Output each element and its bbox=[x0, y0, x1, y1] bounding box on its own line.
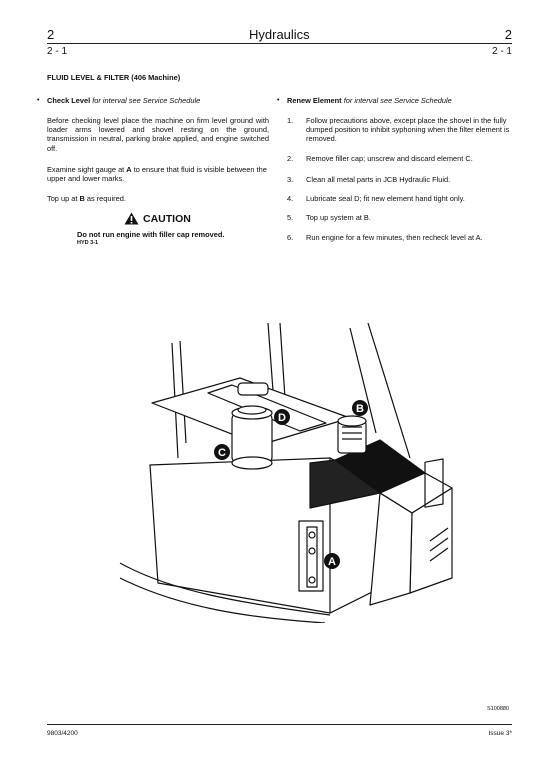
step-text: Remove filler cap; unscrew and discard element C. bbox=[306, 154, 473, 163]
step-text: Clean all metal parts in JCB Hydraulic Fluid. bbox=[306, 175, 451, 184]
caution-text: Do not run engine with filler cap removed. bbox=[77, 230, 225, 239]
para3-text-start: Top up at bbox=[47, 194, 80, 203]
para3-text-end: as required. bbox=[84, 194, 126, 203]
para2-ref-a: A bbox=[126, 165, 132, 174]
step-number: 6. bbox=[287, 233, 294, 242]
check-level-heading: Check Level bbox=[47, 96, 91, 105]
check-level-interval: for interval see Service Schedule bbox=[92, 96, 201, 105]
callout-a: A bbox=[328, 556, 336, 568]
callout-d: D bbox=[278, 412, 286, 424]
step-text: Top up system at B. bbox=[306, 213, 371, 222]
issue-label: Issue 3* bbox=[488, 730, 512, 737]
chapter-number-left: 2 bbox=[47, 27, 55, 42]
para2-text-start: Examine sight gauge at bbox=[47, 165, 127, 174]
warning-triangle-icon bbox=[124, 212, 139, 225]
step-number: 5. bbox=[287, 213, 294, 222]
caution-ref: HYD 3-1 bbox=[77, 240, 99, 246]
caution-label: CAUTION bbox=[143, 212, 191, 225]
section-title: Hydraulics bbox=[249, 27, 310, 42]
step-text: Lubricate seal D; fit new element hand tight only. bbox=[306, 194, 465, 203]
step-text: Follow precautions above, except place the shovel in the fully dumped position to inhibit syphoning when the filter element is removed. bbox=[306, 116, 510, 144]
step-number: 4. bbox=[287, 194, 294, 203]
renew-element-interval: for interval see Service Schedule bbox=[343, 96, 452, 105]
header-rule bbox=[47, 43, 512, 44]
caution-box bbox=[124, 212, 191, 225]
figure-reference: S100880 bbox=[486, 706, 509, 712]
para2-text-end: to ensure that fluid is visible between the upper and lower marks. bbox=[47, 165, 267, 184]
callout-b: B bbox=[356, 403, 364, 415]
check-level-para2 bbox=[47, 165, 269, 183]
check-level-block bbox=[37, 96, 269, 105]
section-heading: FLUID LEVEL & FILTER (406 Machine) bbox=[47, 73, 181, 82]
chapter-number-right: 2 bbox=[504, 27, 512, 42]
renew-element-block bbox=[277, 96, 513, 105]
doc-number: 9803/4200 bbox=[47, 730, 78, 737]
check-level-para1: Before checking level place the machine on firm level ground with loader arms lowered and shovel resting on the ground, transmission in neutral, parking brake applied, and engine switched off. bbox=[47, 116, 269, 153]
step-number: 2. bbox=[287, 154, 294, 163]
callout-c: C bbox=[218, 447, 226, 459]
step-number: 3. bbox=[287, 175, 294, 184]
page-number-right: 2 - 1 bbox=[491, 46, 512, 57]
step-text: Run engine for a few minutes, then recheck level at A. bbox=[306, 233, 483, 242]
check-level-para3 bbox=[47, 194, 269, 203]
para3-ref-b: B bbox=[79, 194, 85, 203]
hydraulic-tank-illustration bbox=[80, 323, 530, 623]
bullet-icon: • bbox=[277, 97, 280, 104]
step-number: 1. bbox=[287, 116, 294, 125]
footer-rule bbox=[47, 724, 512, 725]
bullet-icon: • bbox=[37, 97, 40, 104]
page-number-left: 2 - 1 bbox=[47, 46, 68, 57]
renew-element-heading: Renew Element bbox=[287, 96, 342, 105]
